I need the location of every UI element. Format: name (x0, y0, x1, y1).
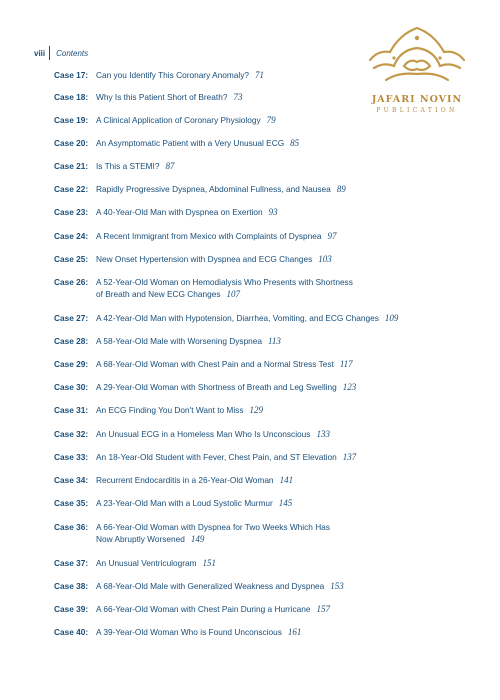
case-title (96, 115, 468, 127)
page-ref[interactable]: 73 (233, 92, 243, 102)
case-title (96, 70, 468, 82)
crown-emblem-icon (364, 22, 470, 92)
case-title-line: Rapidly Progressive Dyspnea, Abdominal Fullness, and Nausea (96, 184, 331, 194)
case-title (96, 207, 468, 219)
case-label: Case 18: (54, 92, 89, 102)
page-ref[interactable]: 161 (287, 627, 302, 637)
case-title (96, 161, 468, 173)
case-title (96, 254, 468, 266)
case-title (96, 627, 468, 639)
case-title (96, 581, 468, 593)
case-label: Case 24: (54, 231, 89, 241)
case-title-line: A 39-Year-Old Woman Who is Found Unconscious (96, 627, 282, 637)
page-ref[interactable]: 113 (268, 336, 281, 346)
case-title (96, 231, 468, 243)
case-title (96, 92, 468, 104)
case-label: Case 27: (54, 313, 89, 323)
case-label: Case 25: (54, 254, 89, 264)
case-title (96, 429, 468, 441)
case-title-line: Why Is this Patient Short of Breath? (96, 92, 228, 102)
case-label: Case 38: (54, 581, 89, 591)
case-label: Case 30: (54, 382, 89, 392)
case-label: Case 20: (54, 138, 89, 148)
case-title (96, 138, 468, 150)
page-ref[interactable]: 137 (342, 452, 357, 462)
case-label: Case 26: (54, 277, 89, 287)
page-ref[interactable]: 157 (316, 604, 330, 614)
case-label: Case 31: (54, 405, 89, 415)
running-header: Contents (56, 48, 89, 58)
case-title-line: A 68-Year-Old Male with Generalized Weakness and Dyspnea (96, 581, 325, 591)
case-title-line: A 29-Year-Old Woman with Shortness of Breath and Leg Swelling (96, 382, 337, 392)
case-title (96, 336, 468, 348)
case-label: Case 22: (54, 184, 89, 194)
case-title-line: Is This a STEMI? (96, 161, 160, 171)
case-title-line: A 66-Year-Old Woman with Chest Pain During a Hurricane (96, 604, 311, 614)
case-title-line: An Asymptomatic Patient with a Very Unusual ECG (96, 138, 285, 148)
page-ref[interactable]: 97 (327, 231, 337, 241)
case-title (96, 313, 468, 325)
page-header (34, 46, 88, 60)
case-label: Case 32: (54, 429, 89, 439)
case-title-line: A Clinical Application of Coronary Physiology (96, 115, 261, 125)
case-title-line: A 68-Year-Old Woman with Chest Pain and a Normal Stress Test (96, 359, 334, 369)
case-title-line: A 52-Year-Old Woman on Hemodialysis Who Presents with Shortness (96, 277, 353, 287)
case-label: Case 35: (54, 498, 89, 508)
page-ref[interactable]: 109 (384, 313, 399, 323)
case-title (96, 359, 468, 371)
page-ref[interactable]: 151 (202, 558, 217, 568)
header-divider (49, 46, 50, 60)
case-title-line: An Unusual ECG in a Homeless Man Who Is Unconscious (96, 429, 311, 439)
case-title (96, 558, 468, 570)
case-title-line: An 18-Year-Old Student with Fever, Chest Pain, and ST Elevation (96, 452, 337, 462)
page-ref[interactable]: 107 (226, 288, 241, 299)
case-label: Case 39: (54, 604, 89, 614)
case-label: Case 17: (54, 70, 89, 80)
case-title-line: A 42-Year-Old Man with Hypotension, Diarrhea, Vomiting, and ECG Changes (96, 313, 379, 323)
case-label: Case 21: (54, 161, 89, 171)
case-label: Case 40: (54, 627, 89, 637)
case-label: Case 37: (54, 558, 89, 568)
case-title-line: New Onset Hypertension with Dyspnea and ECG Changes (96, 254, 313, 264)
logo-name: JAFARI NOVIN (371, 94, 463, 105)
case-title-line: A Recent Immigrant from Mexico with Complaints of Dyspnea (96, 231, 322, 241)
page-ref[interactable]: 87 (165, 161, 175, 171)
case-title (96, 405, 468, 417)
page-ref[interactable]: 79 (266, 115, 276, 125)
page-ref[interactable]: 117 (339, 359, 353, 369)
case-title-line: An Unusual Ventriculogram (96, 558, 197, 568)
page-ref[interactable]: 89 (336, 184, 346, 194)
case-title-line: A 66-Year-Old Woman with Dyspnea for Two Weeks Which Has (96, 522, 330, 532)
case-title-line: A 23-Year-Old Man with a Loud Systolic Murmur (96, 498, 273, 508)
case-title (96, 184, 468, 196)
case-title (96, 498, 468, 510)
page-ref[interactable]: 129 (249, 405, 263, 415)
case-title (96, 277, 468, 300)
case-label: Case 28: (54, 336, 89, 346)
page-ref[interactable]: 93 (268, 207, 278, 217)
case-title (96, 522, 468, 545)
case-title-line: of Breath and New ECG Changes (96, 288, 221, 299)
page-ref[interactable]: 145 (278, 498, 293, 508)
page-number: viii (34, 48, 46, 58)
page-ref[interactable]: 141 (279, 475, 294, 485)
case-title (96, 452, 468, 464)
page-ref[interactable]: 103 (318, 254, 332, 264)
case-title-line: Can you Identify This Coronary Anomaly? (96, 70, 249, 80)
case-label: Case 34: (54, 475, 89, 485)
case-title-line: Now Abruptly Worsened (96, 533, 185, 544)
case-title-line: A 40-Year-Old Man with Dyspnea on Exertion (96, 207, 263, 217)
page-ref[interactable]: 149 (190, 533, 205, 544)
case-title (96, 382, 468, 394)
case-title-line: Recurrent Endocarditis in a 26-Year-Old Woman (96, 475, 274, 485)
page-ref[interactable]: 85 (290, 138, 300, 148)
case-label: Case 29: (54, 359, 89, 369)
case-title-line: An ECG Finding You Don't Want to Miss (96, 405, 244, 415)
case-label: Case 36: (54, 522, 89, 532)
page-ref[interactable]: 153 (330, 581, 344, 591)
case-label: Case 23: (54, 207, 89, 217)
case-label: Case 19: (54, 115, 89, 125)
page-ref[interactable]: 123 (342, 382, 357, 392)
case-title (96, 475, 468, 487)
page-ref[interactable]: 133 (316, 429, 330, 439)
case-label: Case 33: (54, 452, 89, 462)
case-title-line: A 58-Year-Old Male with Worsening Dyspnea (96, 336, 263, 346)
logo-subtitle: PUBLICATION (376, 107, 458, 114)
case-title (96, 604, 468, 616)
page-ref[interactable]: 71 (254, 70, 264, 80)
